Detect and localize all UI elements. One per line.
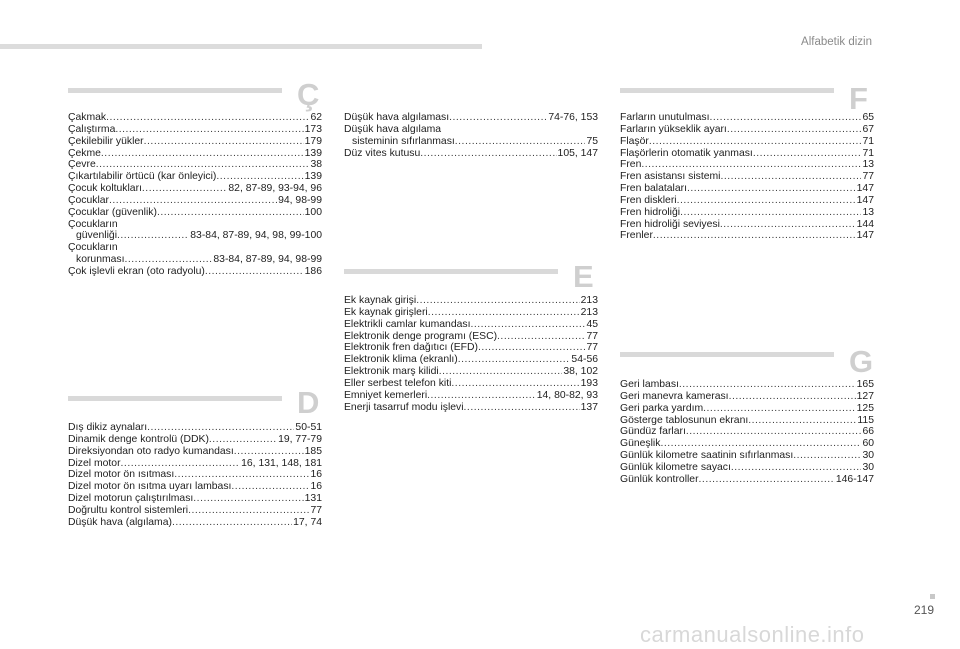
index-entry-page[interactable]: 137 xyxy=(580,401,598,413)
index-entry xyxy=(344,124,598,148)
index-entry-page[interactable]: 139 xyxy=(304,147,322,159)
dot-leader xyxy=(641,159,861,171)
dot-leader xyxy=(720,171,861,183)
page-number: 219 xyxy=(914,603,935,617)
dot-leader xyxy=(458,354,571,366)
index-entry-page[interactable]: 193 xyxy=(580,377,598,389)
index-entry-row xyxy=(68,481,322,493)
index-entry-row xyxy=(344,307,598,319)
index-entry-row xyxy=(620,195,874,207)
index-entry-label: Fren diskleri xyxy=(620,194,677,206)
dot-leader xyxy=(101,148,304,160)
index-entry-page[interactable]: 125 xyxy=(856,402,874,414)
section-d-divider xyxy=(68,396,282,401)
index-entry-page[interactable]: 62 xyxy=(310,112,322,123)
index-entry-page[interactable]: 74-76, 153 xyxy=(548,112,598,123)
index-entry xyxy=(620,379,874,391)
section-e-entries xyxy=(344,295,598,413)
index-entry xyxy=(68,219,322,243)
index-entry xyxy=(620,450,874,462)
dot-leader xyxy=(455,136,586,148)
index-entry-page[interactable]: 77 xyxy=(586,342,598,354)
index-entry xyxy=(68,136,322,148)
index-entry-page[interactable]: 173 xyxy=(304,123,322,135)
index-entry-row xyxy=(620,426,874,438)
index-entry-label: Ek kaynak girişleri xyxy=(344,306,428,318)
index-entry-row xyxy=(68,171,322,183)
index-entry-label: Dizel motorun çalıştırılması xyxy=(68,493,194,505)
index-entry-page[interactable]: 186 xyxy=(304,265,322,277)
index-entry-page[interactable]: 45 xyxy=(586,318,598,330)
index-entry-row xyxy=(620,415,874,427)
index-entry-label: Fren xyxy=(620,159,642,171)
index-entry-row xyxy=(344,378,598,390)
index-entry xyxy=(68,124,322,136)
index-entry-label: Çocuklar xyxy=(68,194,109,206)
index-entry-row xyxy=(620,207,874,219)
index-entry-label: Ek kaynak girişi xyxy=(344,295,417,306)
index-entry-row xyxy=(344,342,598,354)
index-entry xyxy=(68,434,322,446)
index-entry-label: Gösterge tablosunun ekranı xyxy=(620,414,749,426)
dot-leader xyxy=(687,183,856,195)
index-entry-page[interactable]: 71 xyxy=(862,135,874,147)
index-entry xyxy=(68,242,322,266)
index-entry-row xyxy=(68,112,322,124)
index-entry-page[interactable]: 54-56 xyxy=(571,354,598,366)
section-letter-f: F xyxy=(849,81,868,116)
index-entry xyxy=(68,505,322,517)
index-entry-page[interactable]: 67 xyxy=(862,123,874,135)
dot-leader xyxy=(464,402,580,414)
index-entry-page[interactable]: 131 xyxy=(304,493,322,505)
index-entry xyxy=(344,354,598,366)
index-entry xyxy=(620,230,874,242)
index-entry xyxy=(620,219,874,231)
section-letter-g: G xyxy=(849,344,874,379)
index-entry-page[interactable]: 16 xyxy=(310,481,322,493)
page-marker xyxy=(930,594,935,599)
index-entry xyxy=(620,112,874,124)
index-entry-label: Geri parka yardım xyxy=(620,402,704,414)
index-entry xyxy=(620,426,874,438)
index-entry xyxy=(344,342,598,354)
index-entry-row xyxy=(68,207,322,219)
index-entry-row xyxy=(344,295,598,307)
index-entry xyxy=(620,124,874,136)
index-entry-label: Çevre xyxy=(68,159,96,171)
dot-leader xyxy=(753,148,862,160)
index-entry-label: Fren balataları xyxy=(620,183,687,195)
index-entry-sublabel: sisteminin sıfırlanması xyxy=(352,135,455,147)
section-c-cedilla-divider xyxy=(68,88,282,93)
index-entry-row xyxy=(620,183,874,195)
index-entry xyxy=(620,171,874,183)
index-entry-page[interactable]: 147 xyxy=(856,183,874,195)
index-entry-row xyxy=(68,469,322,481)
index-entry-row xyxy=(68,458,322,470)
section-f-entries xyxy=(620,112,874,242)
index-entry-page[interactable]: 14, 80-82, 93 xyxy=(536,389,598,401)
index-entry xyxy=(68,422,322,434)
dot-leader xyxy=(115,124,303,136)
index-entry-row xyxy=(620,438,874,450)
index-entry-row xyxy=(68,434,322,446)
section-c-cedilla-entries xyxy=(68,112,322,278)
index-entry-row xyxy=(620,474,874,486)
index-entry-page[interactable]: 16, 131, 148, 181 xyxy=(241,457,322,469)
index-entry-page[interactable]: 77 xyxy=(310,504,322,516)
index-entry-label: Günlük kilometre saatinin sıfırlanması xyxy=(620,450,794,462)
index-entry-label: Çocukların xyxy=(68,218,118,230)
index-entry-page[interactable]: 66 xyxy=(862,426,874,438)
index-entry-page[interactable]: 71 xyxy=(862,147,874,159)
index-entry-row xyxy=(344,366,598,378)
index-entry-label: Emniyet kemerleri xyxy=(344,389,428,401)
dot-leader xyxy=(478,342,585,354)
section-f-divider xyxy=(620,88,834,93)
index-entry-label: Güneşlik xyxy=(620,438,661,450)
index-entry-row xyxy=(620,136,874,148)
dot-leader xyxy=(109,195,277,207)
index-entry-page[interactable]: 115 xyxy=(857,414,874,426)
index-entry-label: Elektrikli camlar kumandası xyxy=(344,318,471,330)
index-entry-label: Günlük kontroller xyxy=(620,473,699,485)
index-entry-page[interactable]: 165 xyxy=(856,379,874,390)
section-d-continued-entries xyxy=(344,112,598,159)
index-entry-row xyxy=(68,422,322,434)
index-entry xyxy=(344,390,598,402)
index-entry-label: Fren hidroliği xyxy=(620,206,681,218)
index-entry-label: Çıkartılabilir örtücü (kar önleyici) xyxy=(68,171,217,183)
index-entry-page[interactable]: 38 xyxy=(310,159,322,171)
index-entry xyxy=(68,171,322,183)
dot-leader xyxy=(216,171,303,183)
dot-leader xyxy=(125,254,213,266)
index-entry-row xyxy=(68,159,322,171)
index-entry-label: Düşük hava algılaması xyxy=(344,112,450,123)
index-entry xyxy=(344,112,598,124)
index-entry xyxy=(68,517,322,529)
index-entry xyxy=(344,378,598,390)
index-entry-label: Düşük hava (algılama) xyxy=(68,516,172,528)
index-entry-row xyxy=(68,148,322,160)
dot-leader xyxy=(174,469,309,481)
index-entry-label: Elektronik klima (ekranlı) xyxy=(344,354,458,366)
index-entry xyxy=(68,112,322,124)
index-entry-label: Eller serbest telefon kiti xyxy=(344,377,452,389)
dot-leader xyxy=(699,474,835,486)
index-entry-label: Direksiyondan oto radyo kumandası xyxy=(68,445,234,457)
index-entry-page[interactable]: 100 xyxy=(304,206,322,218)
index-entry-page[interactable]: 13 xyxy=(862,159,874,171)
index-entry-page[interactable]: 83-84, 87-89, 94, 98, 99-100 xyxy=(190,230,322,242)
dot-leader xyxy=(680,207,861,219)
dot-leader xyxy=(727,124,862,136)
index-entry-row xyxy=(620,148,874,160)
index-entry-label: Flaşör xyxy=(620,135,649,147)
index-entry-page[interactable]: 16 xyxy=(310,469,322,481)
index-entry-page[interactable]: 50-51 xyxy=(295,422,322,433)
index-entry xyxy=(68,446,322,458)
dot-leader xyxy=(677,195,856,207)
index-entry-label: Doğrultu kontrol sistemleri xyxy=(68,504,189,516)
index-entry-label: Dizel motor xyxy=(68,457,121,469)
index-entry-page[interactable]: 139 xyxy=(304,171,322,183)
dot-leader xyxy=(157,207,304,219)
dot-leader xyxy=(653,230,856,242)
index-entry-page[interactable]: 213 xyxy=(580,295,598,306)
index-entry-row xyxy=(68,195,322,207)
section-d-entries xyxy=(68,422,322,529)
index-entry xyxy=(344,307,598,319)
section-letter-d: D xyxy=(297,385,320,420)
index-entry-label: Geri manevra kamerası xyxy=(620,390,729,402)
index-entry xyxy=(620,474,874,486)
dot-leader xyxy=(439,366,563,378)
index-entry-label: Çekilebilir yükler xyxy=(68,135,144,147)
dot-leader xyxy=(720,219,856,231)
index-entry-row xyxy=(68,517,322,529)
index-entry-row xyxy=(344,331,598,343)
index-entry-label: Farların yükseklik ayarı xyxy=(620,123,727,135)
index-entry-label: Fren hidroliği seviyesi xyxy=(620,218,720,230)
section-g-entries xyxy=(620,379,874,486)
dot-leader xyxy=(729,391,856,403)
index-entry-row xyxy=(68,446,322,458)
dot-leader xyxy=(106,112,309,124)
index-entry-row xyxy=(344,112,598,124)
section-letter-c-cedilla: Ç xyxy=(297,77,320,112)
section-letter-e: E xyxy=(573,259,594,294)
dot-leader xyxy=(451,378,579,390)
index-entry-page[interactable]: 94, 98-99 xyxy=(278,194,322,206)
index-entry-label: Çalıştırma xyxy=(68,123,116,135)
index-entry-label: Çocukların xyxy=(68,242,118,254)
index-entry-row xyxy=(344,136,598,148)
index-entry-label: Düz vites kutusu xyxy=(344,147,421,159)
index-entry-label: Dinamik denge kontrolü (DDK) xyxy=(68,433,209,445)
index-entry-row xyxy=(620,403,874,415)
index-entry-page[interactable]: 213 xyxy=(580,306,598,318)
section-e-divider xyxy=(344,269,558,274)
dot-leader xyxy=(470,319,585,331)
dot-leader xyxy=(234,446,304,458)
dot-leader xyxy=(121,458,241,470)
index-entry xyxy=(620,415,874,427)
index-entry-page[interactable]: 60 xyxy=(862,438,874,450)
index-entry-label: Çocuk koltukları xyxy=(68,183,142,195)
dot-leader xyxy=(144,136,304,148)
index-entry xyxy=(620,159,874,171)
dot-leader xyxy=(649,136,862,148)
index-entry-label: Frenler xyxy=(620,230,653,242)
dot-leader xyxy=(427,390,536,402)
index-entry-row xyxy=(344,390,598,402)
dot-leader xyxy=(428,307,580,319)
index-entry-page[interactable]: 82, 87-89, 93-94, 96 xyxy=(228,183,322,195)
dot-leader xyxy=(96,159,310,171)
dot-leader xyxy=(209,434,277,446)
index-entry-row xyxy=(68,254,322,266)
index-entry-row xyxy=(68,266,322,278)
dot-leader xyxy=(793,450,861,462)
dot-leader xyxy=(205,266,304,278)
dot-leader xyxy=(172,517,292,529)
index-entry-page[interactable]: 19, 77-79 xyxy=(278,433,322,445)
index-entry-row xyxy=(620,230,874,242)
index-entry xyxy=(68,458,322,470)
index-entry xyxy=(68,148,322,160)
index-entry-row xyxy=(344,354,598,366)
index-entry-row xyxy=(620,462,874,474)
index-entry-label: Dizel motor ön ısıtması xyxy=(68,469,175,481)
index-entry-row xyxy=(68,124,322,136)
dot-leader xyxy=(142,183,227,195)
top-divider-bar xyxy=(0,44,482,49)
index-entry-label: Dizel motor ön ısıtma uyarı lambası xyxy=(68,481,232,493)
page-header-title: Alfabetik dizin xyxy=(801,36,872,48)
index-entry-page[interactable]: 77 xyxy=(862,171,874,183)
index-entry-row xyxy=(68,230,322,242)
dot-leader xyxy=(147,422,294,434)
index-entry-page[interactable]: 83-84, 87-89, 94, 98-99 xyxy=(213,254,322,266)
index-entry-label: Gündüz farları xyxy=(620,426,686,438)
index-entry-label: Geri lambası xyxy=(620,379,679,390)
index-entry-sublabel: güvenliği xyxy=(76,230,118,242)
dot-leader xyxy=(703,403,856,415)
watermark-text: carmanualsonline.info xyxy=(640,622,865,647)
index-entry-label: Fren asistansı sistemi xyxy=(620,171,721,183)
index-entry-label: Çekme xyxy=(68,147,101,159)
index-entry-row xyxy=(344,319,598,331)
index-entry-page[interactable]: 179 xyxy=(304,135,322,147)
dot-leader xyxy=(710,112,862,124)
index-entry xyxy=(68,481,322,493)
index-entry-page[interactable]: 147 xyxy=(856,194,874,206)
index-entry xyxy=(620,195,874,207)
index-entry xyxy=(344,148,598,160)
index-entry xyxy=(344,331,598,343)
dot-leader xyxy=(231,481,309,493)
index-entry-row xyxy=(620,391,874,403)
index-entry-row xyxy=(620,219,874,231)
index-entry xyxy=(68,493,322,505)
index-entry xyxy=(620,462,874,474)
index-entry-page[interactable]: 147 xyxy=(856,230,874,242)
index-entry xyxy=(344,402,598,414)
index-entry-label: Çocuklar (güvenlik) xyxy=(68,206,157,218)
index-entry-row xyxy=(68,505,322,517)
dot-leader xyxy=(660,438,861,450)
dot-leader xyxy=(117,230,189,242)
index-entry xyxy=(344,366,598,378)
index-entry-row xyxy=(620,379,874,391)
dot-leader xyxy=(679,379,856,391)
index-entry xyxy=(68,183,322,195)
dot-leader xyxy=(188,505,309,517)
index-entry-row xyxy=(620,124,874,136)
index-entry xyxy=(620,136,874,148)
index-entry-label: Elektronik denge programı (ESC) xyxy=(344,330,498,342)
index-entry-label: Farların unutulması xyxy=(620,112,710,123)
index-entry-row xyxy=(68,183,322,195)
index-entry-label: Çok işlevli ekran (oto radyolu) xyxy=(68,265,205,277)
index-entry xyxy=(68,207,322,219)
index-entry-page[interactable]: 185 xyxy=(304,445,322,457)
index-entry-label: Çakmak xyxy=(68,112,107,123)
index-entry xyxy=(68,195,322,207)
dot-leader xyxy=(497,331,585,343)
index-entry-label: Elektronik fren dağıtıcı (EFD) xyxy=(344,342,478,354)
index-entry-page[interactable]: 30 xyxy=(862,461,874,473)
index-entry-label: Flaşörlerin otomatik yanması xyxy=(620,147,753,159)
index-entry-row xyxy=(68,493,322,505)
index-entry-page[interactable]: 75 xyxy=(586,135,598,147)
index-entry-page[interactable]: 38, 102 xyxy=(563,366,598,378)
index-entry-page[interactable]: 77 xyxy=(586,330,598,342)
index-entry-label: Düşük hava algılama xyxy=(344,123,442,135)
index-entry-row xyxy=(620,171,874,183)
index-entry-page[interactable]: 17, 74 xyxy=(293,516,322,528)
index-entry-page[interactable]: 13 xyxy=(862,206,874,218)
index-entry xyxy=(68,159,322,171)
index-entry-page[interactable]: 127 xyxy=(856,390,874,402)
index-entry-row xyxy=(620,450,874,462)
index-entry-row xyxy=(620,112,874,124)
dot-leader xyxy=(416,295,579,307)
index-entry xyxy=(344,295,598,307)
index-entry-row xyxy=(344,402,598,414)
index-entry xyxy=(68,266,322,278)
index-entry xyxy=(620,183,874,195)
index-entry xyxy=(620,438,874,450)
index-entry-page[interactable]: 146-147 xyxy=(835,473,874,485)
index-entry xyxy=(620,148,874,160)
index-entry-row xyxy=(68,136,322,148)
dot-leader xyxy=(449,112,547,124)
index-entry-label: Elektronik marş kilidi xyxy=(344,366,439,378)
index-entry-label: Dış dikiz aynaları xyxy=(68,422,148,433)
dot-leader xyxy=(193,493,303,505)
index-entry-page[interactable]: 30 xyxy=(862,450,874,462)
index-entry xyxy=(344,319,598,331)
dot-leader xyxy=(686,426,862,438)
index-entry xyxy=(68,469,322,481)
index-entry xyxy=(620,403,874,415)
index-entry-sublabel: korunması xyxy=(76,254,125,266)
index-entry-row xyxy=(620,159,874,171)
index-entry-page[interactable]: 144 xyxy=(856,218,874,230)
index-entry-page[interactable]: 105, 147 xyxy=(557,147,598,159)
index-entry-page[interactable]: 65 xyxy=(862,112,874,123)
index-entry-row xyxy=(344,148,598,160)
dot-leader xyxy=(420,148,556,160)
index-entry-label: Enerji tasarruf modu işlevi xyxy=(344,401,464,413)
dot-leader xyxy=(731,462,862,474)
section-g-divider xyxy=(620,352,834,357)
index-entry xyxy=(620,207,874,219)
index-entry xyxy=(620,391,874,403)
index-entry-label: Günlük kilometre sayacı xyxy=(620,461,731,473)
dot-leader xyxy=(748,415,856,427)
